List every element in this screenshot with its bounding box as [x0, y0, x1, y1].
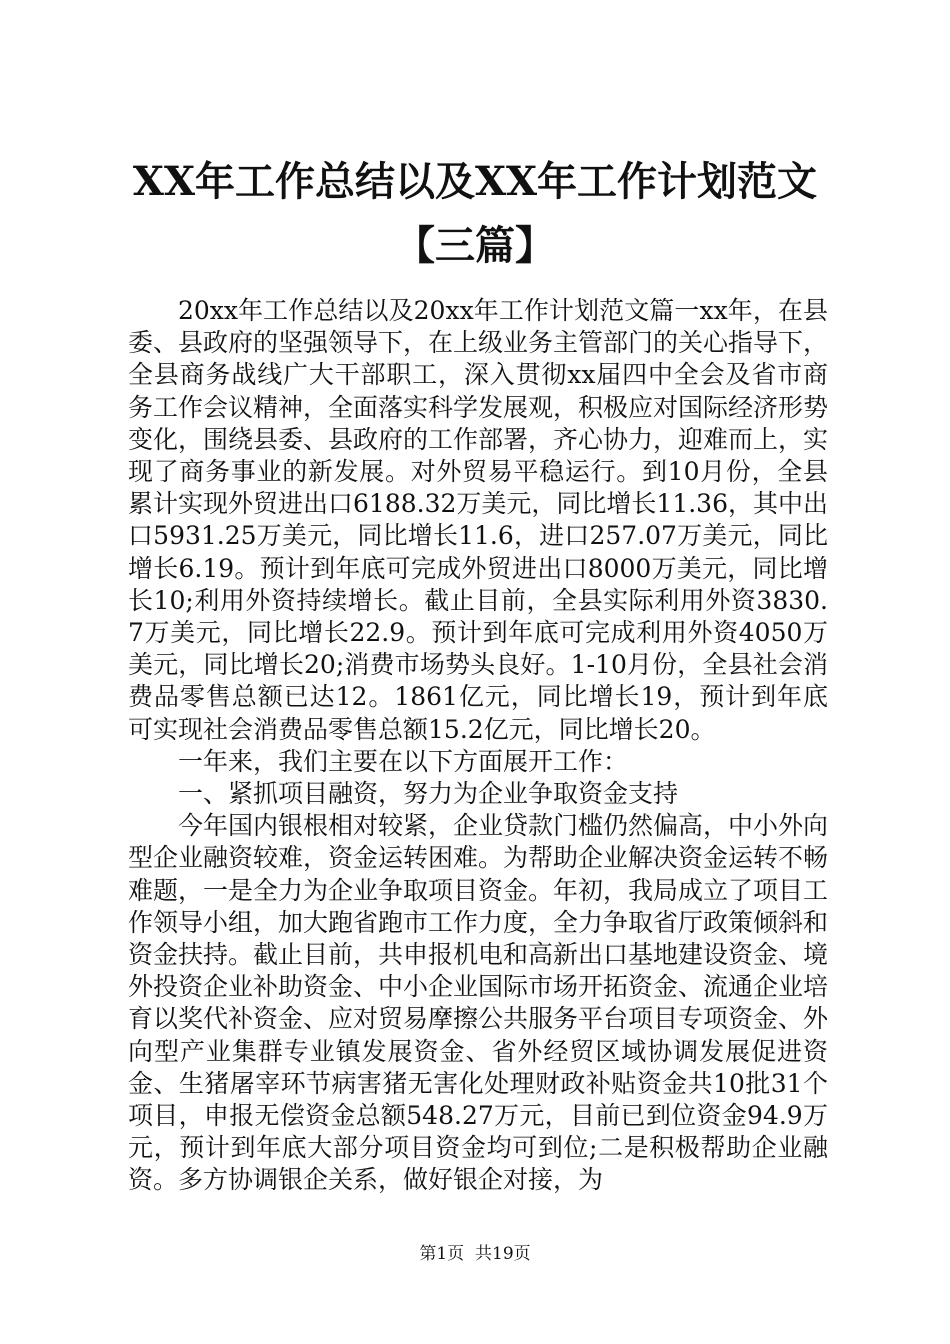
page-footer [0, 1242, 950, 1266]
page-total: 共19页 [475, 1244, 531, 1264]
section-heading-1: 一、紧抓项目融资，努力为企业争取资金支持 [178, 779, 679, 809]
page-number: 第1页 [419, 1244, 465, 1264]
paragraph-section-1: 今年国内银根相对较紧，企业贷款门槛仍然偏高，中小外向型企业融资较难，资金运转困难。为帮助企业解决资金运转不畅难题，一是全力为企业争取项目资金。年初，我局成立了项目工作领导小组，加大跑省跑市工作力度，全力争取省厅政策倾斜和资金扶持。截止目前，共申报机电和高新出口基地建设资金、境外投资企业补助资金、中小企业国际市场开拓资金、流通企业培育以奖代补资金、应对贸易摩擦公共服务平台项目专项资金、外向型产业集群专业镇发展资金、省外经贸区域协调发展促进资金、生猪屠宰环节病害猪无害化处理财政补贴资金共10批31个项目，申报无偿资金总额548.27万元，目前已到位资金94.9万元，预计到年底大部分项目资金均可到位;二是积极帮助企业融资。多方协调银企关系，做好银企对接，为 [128, 811, 829, 1195]
paragraph-overview: 一年来，我们主要在以下方面展开工作： [178, 746, 629, 776]
footer-spacer [464, 1244, 475, 1264]
document-body [128, 295, 828, 1197]
paragraph-intro: 20xx年工作总结以及20xx年工作计划范文篇一xx年，在县委、县政府的坚强领导下，在上级业务主管部门的关心指导下，全县商务战线广大干部职工，深入贯彻xx届四中全会及省市商务工作会议精神，全面落实科学发展观，积极应对国际经济形势变化，围绕县委、县政府的工作部署，齐心协力，迎难而上，实现了商务事业的新发展。对外贸易平稳运行。到10月份，全县累计实现外贸进出口6188.32万美元，同比增长11.36，其中出口5931.25万美元，同比增长11.6，进口257.07万美元，同比增长6.19。预计到年底可完成外贸进出口8000万美元，同比增长10;利用外资持续增长。截止目前，全县实际利用外资3830.7万美元，同比增长22.9。预计到年底可完成利用外资4050万美元，同比增长20;消费市场势头良好。1-10月份，全县社会消费品零售总额已达12。1861亿元，同比增长19，预计到年底可实现社会消费品零售总额15.2亿元，同比增长20。 [128, 296, 829, 744]
document-title: XX年工作总结以及XX年工作计划范文【三篇】 [132, 158, 818, 269]
